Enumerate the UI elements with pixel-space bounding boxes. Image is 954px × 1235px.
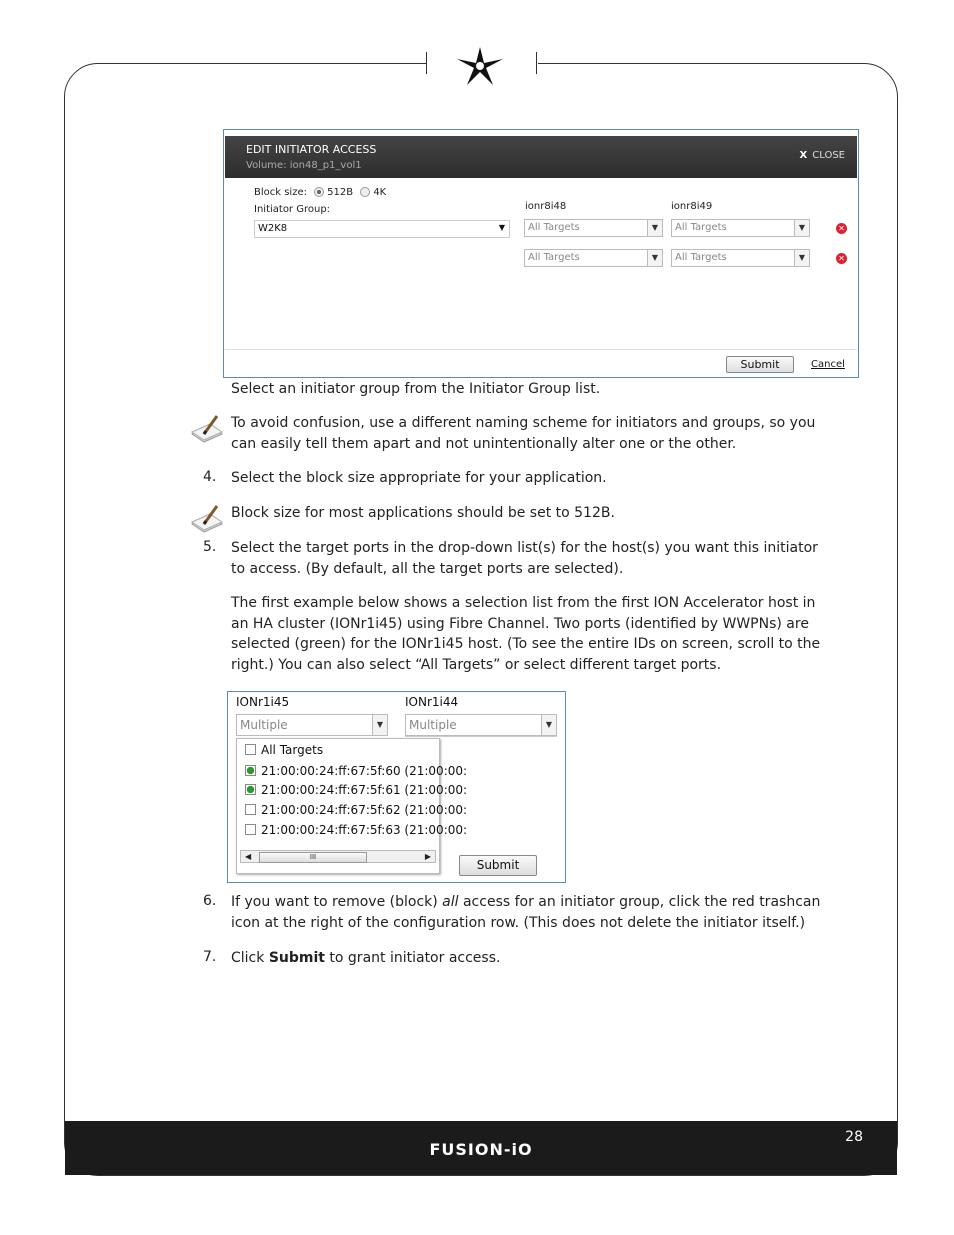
list-item[interactable] xyxy=(245,823,468,837)
chevron-down-icon: ▼ xyxy=(498,223,505,232)
submit-button[interactable]: Submit xyxy=(726,356,794,373)
list-item[interactable] xyxy=(245,783,468,797)
select-divider xyxy=(405,736,557,737)
step-5-example: The first example below shows a selection list from the first ION Accelerator host in an HA cluster (IONr1i45) using Fibre Channel. Two ports (identified by WWPNs) are selected (green) for the IONr1i45 host. (To see the entire IDs on screen, scroll to the right.) You can also select “All Targets” or select different target ports. xyxy=(231,595,821,673)
step-7-text-b: to grant initiator access. xyxy=(324,950,501,966)
close-label: CLOSE xyxy=(812,150,845,161)
list-item-all-targets[interactable] xyxy=(245,743,435,757)
horizontal-scrollbar[interactable] xyxy=(240,850,436,863)
radio-512b[interactable] xyxy=(314,187,324,197)
dialog-divider xyxy=(225,349,857,350)
trashcan-icon[interactable]: ✕ xyxy=(836,223,847,234)
close-icon: X xyxy=(799,150,808,161)
step-7-text xyxy=(231,948,831,969)
dialog-header xyxy=(225,136,857,178)
row1-host2-select[interactable] xyxy=(671,219,810,237)
note-naming-scheme: To avoid confusion, use a different naming scheme for initiators and groups, so you can easily tell them apart and not unintentionally alter one or the other. xyxy=(231,415,816,452)
step-5-text: Select the target ports in the drop-down list(s) for the host(s) you want this initiator to access. (By default, all the target ports are selected). xyxy=(231,540,818,577)
chevron-down-icon: ▼ xyxy=(372,715,387,735)
chevron-down-icon: ▼ xyxy=(541,715,556,735)
step-number: 6. xyxy=(203,893,217,909)
brand-logo: FUSION-iO xyxy=(429,1140,533,1159)
checkbox[interactable] xyxy=(245,784,256,795)
step-6-emphasis: all xyxy=(442,894,459,910)
step-number: 5. xyxy=(203,539,217,555)
edit-initiator-dialog xyxy=(223,129,859,378)
row1-host2-value: All Targets xyxy=(675,222,727,233)
checkbox[interactable] xyxy=(245,824,256,835)
radio-4k-label: 4K xyxy=(373,187,387,198)
cancel-link[interactable]: Cancel xyxy=(811,359,845,370)
step-7-bold: Submit xyxy=(268,950,325,966)
block-size-row xyxy=(254,187,386,198)
list-item-label: 21:00:00:24:ff:67:5f:62 (21:00:00: xyxy=(261,803,468,817)
step-6-text xyxy=(231,892,831,933)
note-pencil-icon xyxy=(190,502,224,534)
chevron-down-icon: ▼ xyxy=(794,220,809,236)
paragraph-select-group: Select an initiator group from the Initiator Group list. xyxy=(231,381,601,397)
host2-select-value: Multiple xyxy=(409,718,457,732)
page-footer xyxy=(65,1121,897,1175)
row2-host2-select[interactable] xyxy=(671,249,810,267)
checkbox[interactable] xyxy=(245,804,256,815)
row2-host1-value: All Targets xyxy=(528,252,580,263)
list-item-label: 21:00:00:24:ff:67:5f:63 (21:00:00: xyxy=(261,823,468,837)
host2-select[interactable] xyxy=(405,714,557,736)
row2-host1-select[interactable] xyxy=(524,249,663,267)
step-number: 4. xyxy=(203,469,217,485)
host2-header: ionr8i49 xyxy=(671,201,713,212)
checkbox[interactable] xyxy=(245,744,256,755)
initiator-group-label: Initiator Group: xyxy=(254,204,331,215)
radio-512b-label: 512B xyxy=(327,187,354,198)
dialog-title: EDIT INITIATOR ACCESS xyxy=(246,143,377,156)
host1-header: IONr1i45 xyxy=(236,695,290,709)
target-ports-screenshot xyxy=(227,691,566,883)
page-number: 28 xyxy=(845,1129,863,1145)
host1-select-value: Multiple xyxy=(240,718,288,732)
close-button[interactable] xyxy=(800,150,845,161)
chevron-down-icon: ▼ xyxy=(647,250,662,266)
row2-host2-value: All Targets xyxy=(675,252,727,263)
row1-host1-select[interactable] xyxy=(524,219,663,237)
target-ports-list xyxy=(236,738,468,874)
list-item-label: 21:00:00:24:ff:67:5f:60 (21:00:00: xyxy=(261,764,468,778)
list-item[interactable] xyxy=(245,803,468,817)
list-item-label: All Targets xyxy=(261,743,324,757)
checkbox[interactable] xyxy=(245,765,256,776)
header-tick-left xyxy=(426,52,427,74)
host1-select[interactable] xyxy=(236,714,388,736)
step-4-text: Select the block size appropriate for your application. xyxy=(231,470,607,486)
arrow-right-icon[interactable]: ▶ xyxy=(424,852,431,861)
list-item-label: 21:00:00:24:ff:67:5f:61 (21:00:00: xyxy=(261,783,468,797)
submit-button[interactable]: Submit xyxy=(459,855,537,876)
initiator-group-value: W2K8 xyxy=(258,223,288,234)
block-size-label: Block size: xyxy=(254,187,307,198)
header-tick-right xyxy=(536,52,537,74)
chevron-down-icon: ▼ xyxy=(647,220,662,236)
step-6-text-b: access for an initiator group, click the red trashcan icon at the right of the configuration row. (This does not delete the initiator itself.) xyxy=(231,894,821,931)
host1-header: ionr8i48 xyxy=(525,201,567,212)
note-block-size: Block size for most applications should be set to 512B. xyxy=(231,505,615,521)
initiator-group-select[interactable] xyxy=(254,220,510,238)
list-item[interactable] xyxy=(245,764,468,778)
host2-header: IONr1i44 xyxy=(405,695,459,709)
trashcan-icon[interactable]: ✕ xyxy=(836,253,847,264)
star-logo-icon xyxy=(455,45,505,87)
chevron-down-icon: ▼ xyxy=(794,250,809,266)
step-number: 7. xyxy=(203,949,217,965)
row1-host1-value: All Targets xyxy=(528,222,580,233)
scroll-thumb[interactable]: III xyxy=(259,852,367,863)
radio-4k[interactable] xyxy=(360,187,370,197)
dialog-volume: Volume: ion48_p1_vol1 xyxy=(246,160,362,171)
step-6-text-a: If you want to remove (block) xyxy=(231,894,443,910)
step-7-text-a: Click xyxy=(231,950,269,966)
note-pencil-icon xyxy=(190,412,224,444)
arrow-left-icon[interactable]: ◀ xyxy=(245,852,252,861)
